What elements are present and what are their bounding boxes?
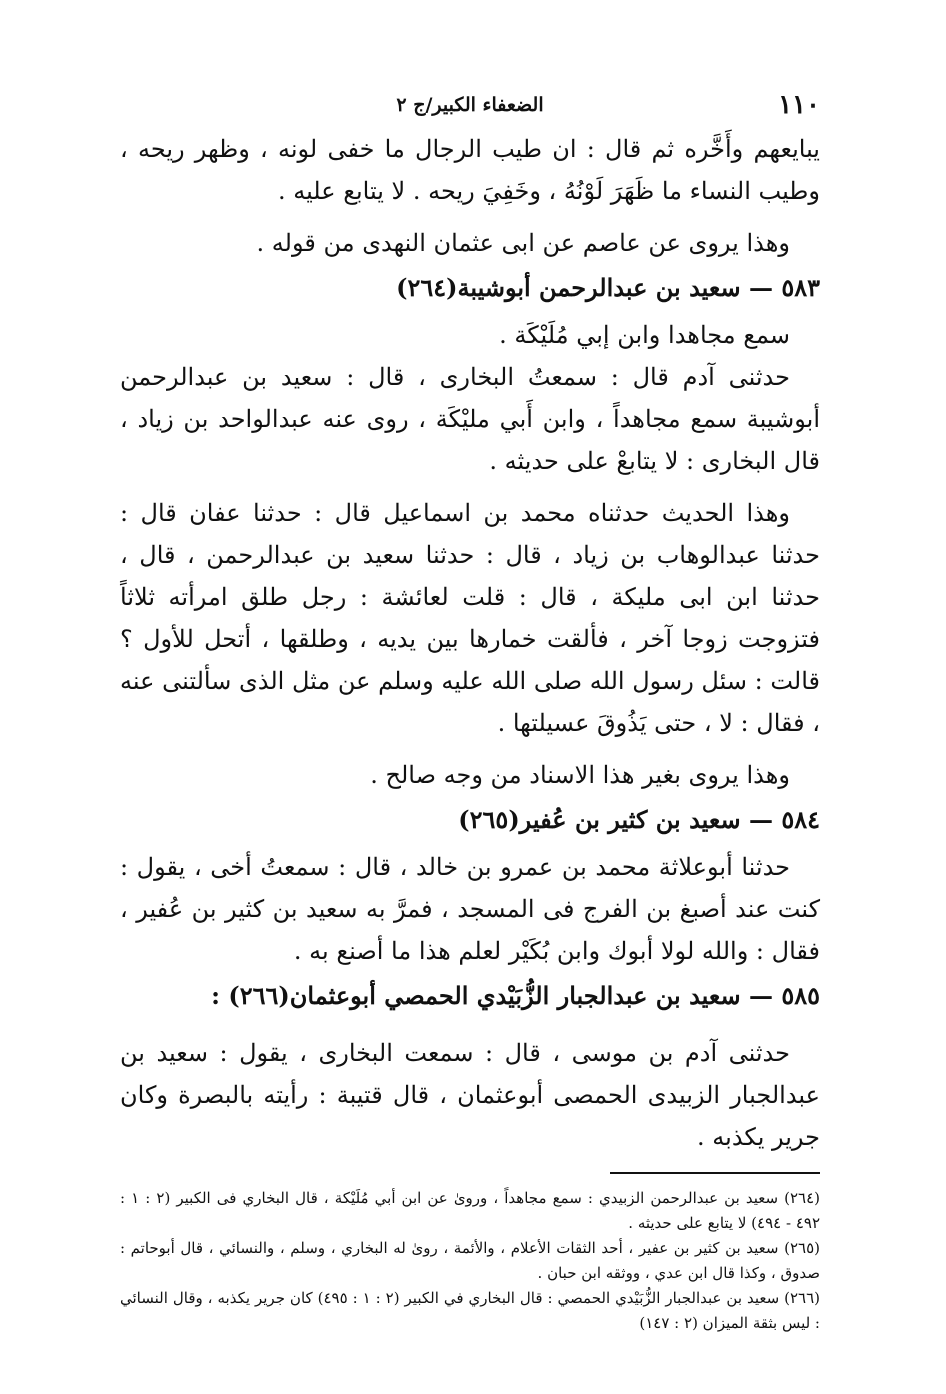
entry-heading-584: ٥٨٤ — سعيد بن كثير بن عُفير(٢٦٥)	[458, 805, 820, 834]
footnotes	[120, 1186, 820, 1336]
footnote-266: (٢٦٦) سعيد بن عبدالجبار الزُّبَيْدي الحمصي : قال البخاري في الكبير (٢ : ١ : ٤٩٥) كان جرير يكذبه ، وقال النسائي : ليس بثقة الميزان (٢ : ١٤٧)	[120, 1289, 821, 1332]
page-number: ١١٠	[778, 90, 820, 120]
running-title: الضعفاء الكبير/ج ٢	[396, 94, 544, 116]
page-header	[120, 88, 820, 128]
paragraph: وهذا يروى عن عاصم عن ابى عثمان النهدى من قوله .	[256, 229, 790, 257]
footnote-265: (٢٦٥) سعيد بن كثير بن عفير ، أحد الثقات الأعلام ، والأئمة ، روىٰ له البخاري ، وسلم ، والنسائي ، قال أبوحاتم : صدوق ، وكذا قال ابن عدي ، ووثقه ابن حبان .	[120, 1239, 820, 1282]
main-text	[120, 128, 820, 1158]
paragraph: حدثنى آدم قال : سمعتُ البخارى ، قال : سعيد بن عبدالرحمن أبوشيبة سمع مجاهداً ، وابن أَبي مليْكَة ، روى عنه عبدالواحد بن زياد ، قال البخارى : لا يتابعْ على حديثه .	[120, 363, 820, 475]
entry-heading-583: ٥٨٣ — سعيد بن عبدالرحمن أبوشيبة(٢٦٤)	[396, 273, 820, 302]
paragraph: سمع مجاهدا وابن إبي مُلَيْكَة .	[499, 321, 790, 349]
entry-heading-585: ٥٨٥ — سعيد بن عبدالجبار الزُّبَيْدي الحمصي أبوعثمان(٢٦٦) :	[211, 981, 820, 1010]
footnote-divider	[610, 1172, 820, 1174]
paragraph: حدثنا أبوعلاثة محمد بن عمرو بن خالد ، قال : سمعتُ أخى ، يقول : كنت عند أصبغ بن الفرج فى المسجد ، فمرَّ به سعيد بن كثير بن عُفير ، فقال : والله لولا أبوك وابن بُكَيْر لعلم هذا ما أصنع به .	[120, 853, 820, 965]
footnote-264: (٢٦٤) سعيد بن عبدالرحمن الزبيدي : سمع مجاهداً ، وروىٰ عن ابن أبي مُلَيْكة ، قال البخاري فى الكبير (٢ : ١ : ٤٩٢ - ٤٩٤) لا يتابع على حديثه .	[120, 1189, 820, 1232]
paragraph: وهذا الحديث حدثناه محمد بن اسماعيل قال : حدثنا عفان قال : حدثنا عبدالوهاب بن زياد ، قال : حدثنا سعيد بن عبدالرحمن ، قال ، حدثنا ابن ابى مليكة ، قال : قلت لعائشة : رجل طلق امرأته ثلاثاً فتزوجت زوجا آخر ، فألقت خمارها بين يديه ، وطلقها ، أتحل للأول ؟ قالت : سئل رسول الله صلى الله عليه وسلم عن مثل الذى سألتنى عنه ، فقال : لا ، حتى يَذُوقَ عسيلتها .	[120, 499, 820, 737]
paragraph: حدثنى آدم بن موسى ، قال : سمعت البخارى ، يقول : سعيد بن عبدالجبار الزبيدى الحمصى أبوعثمان ، قال قتيبة : رأيته بالبصرة وكان جرير يكذبه .	[120, 1039, 820, 1151]
paragraph: يبايعهم وأَخَّره ثم قال : ان طيب الرجال ما خفى لونه ، وظهر ريحه ، وطيب النساء ما ظَهَرَ لَوْنُهُ ، وخَفِيَ ريحه . لا يتابع عليه .	[120, 135, 820, 205]
page	[120, 88, 820, 1336]
paragraph: وهذا يروى بغير هذا الاسناد من وجه صالح .	[370, 761, 790, 789]
